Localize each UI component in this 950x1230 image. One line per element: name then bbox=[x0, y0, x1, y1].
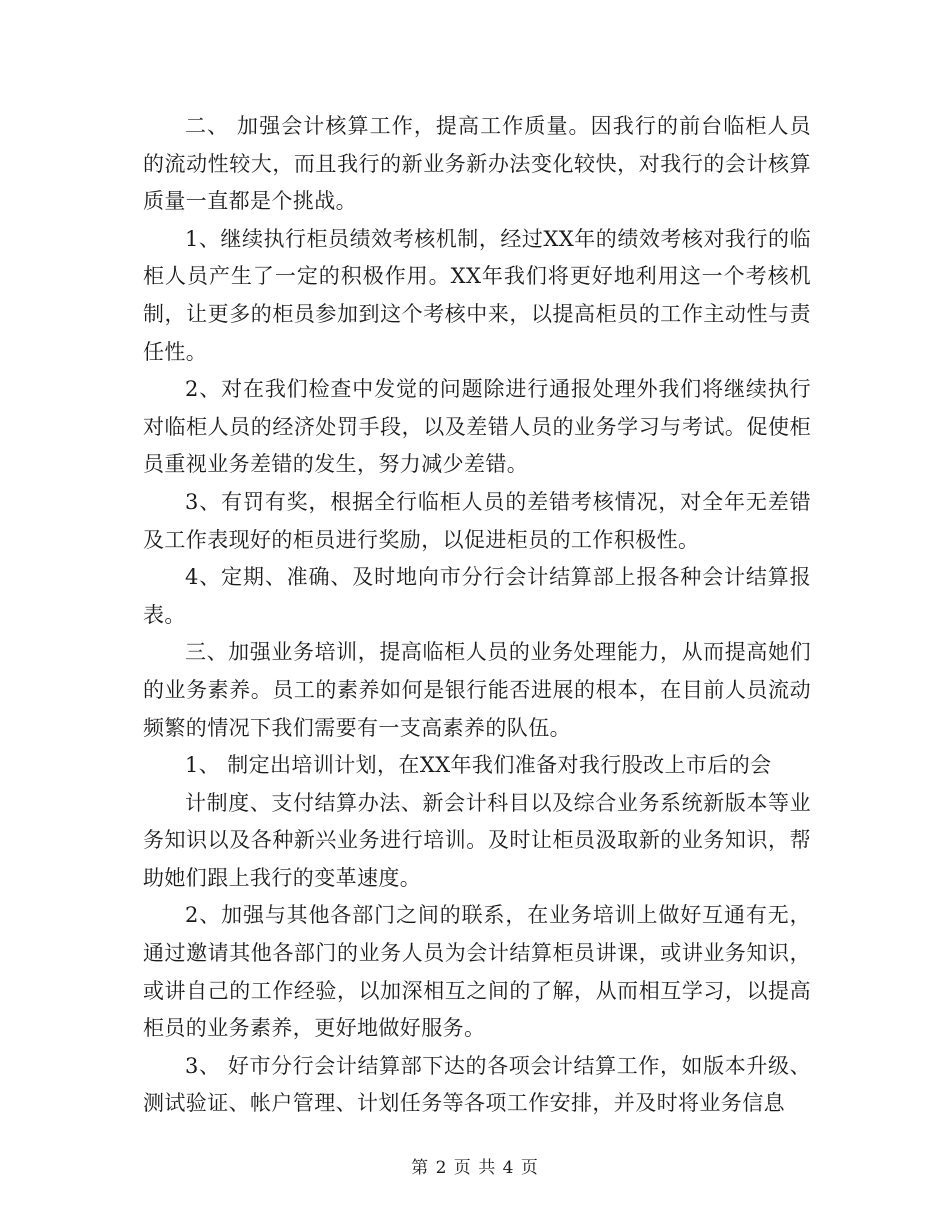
paragraph-section-three: 三、加强业务培训，提高临柜人员的业务处理能力，从而提高她们的业务素养。员工的素养如何是银行能否进展的根本，在目前人员流动频繁的情况下我们需要有一支高素养的队伍。 bbox=[143, 640, 811, 740]
paragraph-training-item-1: 1、 制定出培训计划，在XX年我们准备对我行股改上市后的会 bbox=[185, 753, 772, 778]
paragraph-item-3: 3、有罚有奖，根据全行临柜人员的差错考核情况，对全年无差错及工作表现好的柜员进行奖励，以促进柜员的工作积极性。 bbox=[143, 489, 811, 552]
paragraph-section-two: 二、 加强会计核算工作，提高工作质量。因我行的前台临柜人员的流动性较大，而且我行的新业务新办法变化较快，对我行的会计核算质量一直都是个挑战。 bbox=[143, 114, 811, 214]
document-body bbox=[143, 108, 811, 1123]
page-footer: 第 2 页 共 4 页 bbox=[411, 1158, 539, 1178]
paragraph-training-item-2: 2、加强与其他各部门之间的联系，在业务培训上做好互通有无，通过邀请其他各部门的业务人员为会计结算柜员讲课，或讲业务知识，或讲自己的工作经验，以加深相互之间的了解，从而相互学习，以提高柜员的业务素养，更好地做好服务。 bbox=[143, 903, 811, 1041]
paragraph-item-2: 2、对在我们检查中发觉的问题除进行通报处理外我们将继续执行对临柜人员的经济处罚手段，以及差错人员的业务学习与考试。促使柜员重视业务差错的发生，努力减少差错。 bbox=[143, 377, 811, 477]
paragraph-item-1: 1、继续执行柜员绩效考核机制，经过XX年的绩效考核对我行的临柜人员产生了一定的积极作用。XX年我们将更好地利用这一个考核机制，让更多的柜员参加到这个考核中来，以提高柜员的工作主动性与责任性。 bbox=[143, 226, 811, 364]
paragraph-training-item-1-cont: 计制度、支付结算办法、新会计科目以及综合业务系统新版本等业务知识以及各种新兴业务进行培训。及时让柜员汲取新的业务知识，帮助她们跟上我行的变革速度。 bbox=[143, 790, 811, 890]
paragraph-training-item-3: 3、 好市分行会计结算部下达的各项会计结算工作，如版本升级、测试验证、帐户管理、计划任务等各项工作安排，并及时将业务信息 bbox=[143, 1053, 811, 1116]
paragraph-item-4: 4、定期、准确、及时地向市分行会计结算部上报各种会计结算报表。 bbox=[143, 565, 811, 627]
